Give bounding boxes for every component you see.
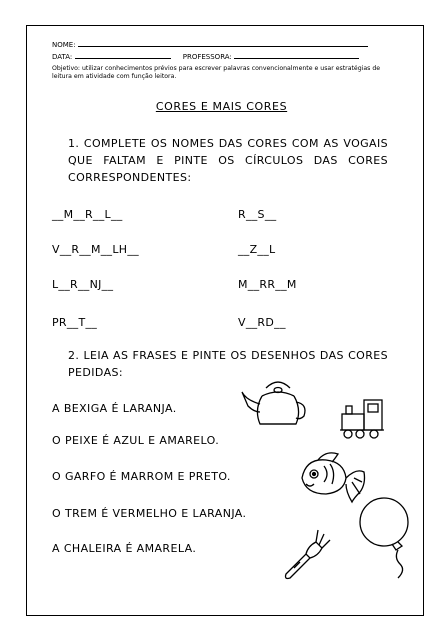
date-label: DATA: bbox=[52, 53, 73, 61]
page-title: CORES E MAIS CORES bbox=[155, 100, 288, 113]
word-blank-left-3[interactable]: L__R__NJ__ bbox=[52, 278, 114, 291]
sentence-5: A CHALEIRA É AMARELA. bbox=[52, 542, 197, 555]
word-blank-right-2[interactable]: __Z__L bbox=[238, 243, 276, 256]
sentence-3: O GARFO É MARROM E PRETO. bbox=[52, 470, 231, 483]
word-blank-right-4[interactable]: V__RD__ bbox=[238, 316, 286, 329]
sentence-4: O TREM É VERMELHO E LARANJA. bbox=[52, 507, 247, 520]
name-field[interactable] bbox=[78, 40, 368, 47]
date-field[interactable] bbox=[75, 52, 171, 59]
word-blank-right-1[interactable]: R__S__ bbox=[238, 208, 277, 221]
word-blank-left-2[interactable]: V__R__M__LH__ bbox=[52, 243, 139, 256]
train-drawing[interactable] bbox=[338, 396, 388, 442]
objective-text: Objetivo: utilizar conhecimentos prévios para escrever palavras convencionalmente e usar estratégias de leitura em atividade com função leitora. bbox=[52, 65, 381, 80]
fork-drawing[interactable] bbox=[278, 524, 332, 580]
name-row bbox=[52, 40, 368, 50]
balloon-drawing[interactable] bbox=[358, 496, 414, 580]
kettle-drawing[interactable] bbox=[240, 376, 310, 432]
word-blank-left-4[interactable]: PR__T__ bbox=[52, 316, 98, 329]
date-row bbox=[52, 52, 359, 62]
sentence-1: A BEXIGA É LARANJA. bbox=[52, 402, 177, 415]
word-blank-right-3[interactable]: M__RR__M bbox=[238, 278, 297, 291]
word-blank-left-1[interactable]: __M__R__L__ bbox=[52, 208, 123, 221]
teacher-field[interactable] bbox=[234, 52, 359, 59]
question-2: 2. LEIA AS FRASES E PINTE OS DESENHOS DAS CORES PEDIDAS: bbox=[68, 349, 388, 379]
question-1: 1. COMPLETE OS NOMES DAS CORES COM AS VOGAIS QUE FALTAM E PINTE OS CÍRCULOS DAS CORES CORRESPONDENTES: bbox=[68, 137, 388, 184]
teacher-label: PROFESSORA: bbox=[182, 53, 232, 61]
sentence-2: O PEIXE É AZUL E AMARELO. bbox=[52, 434, 220, 447]
name-label: NOME: bbox=[52, 41, 76, 49]
